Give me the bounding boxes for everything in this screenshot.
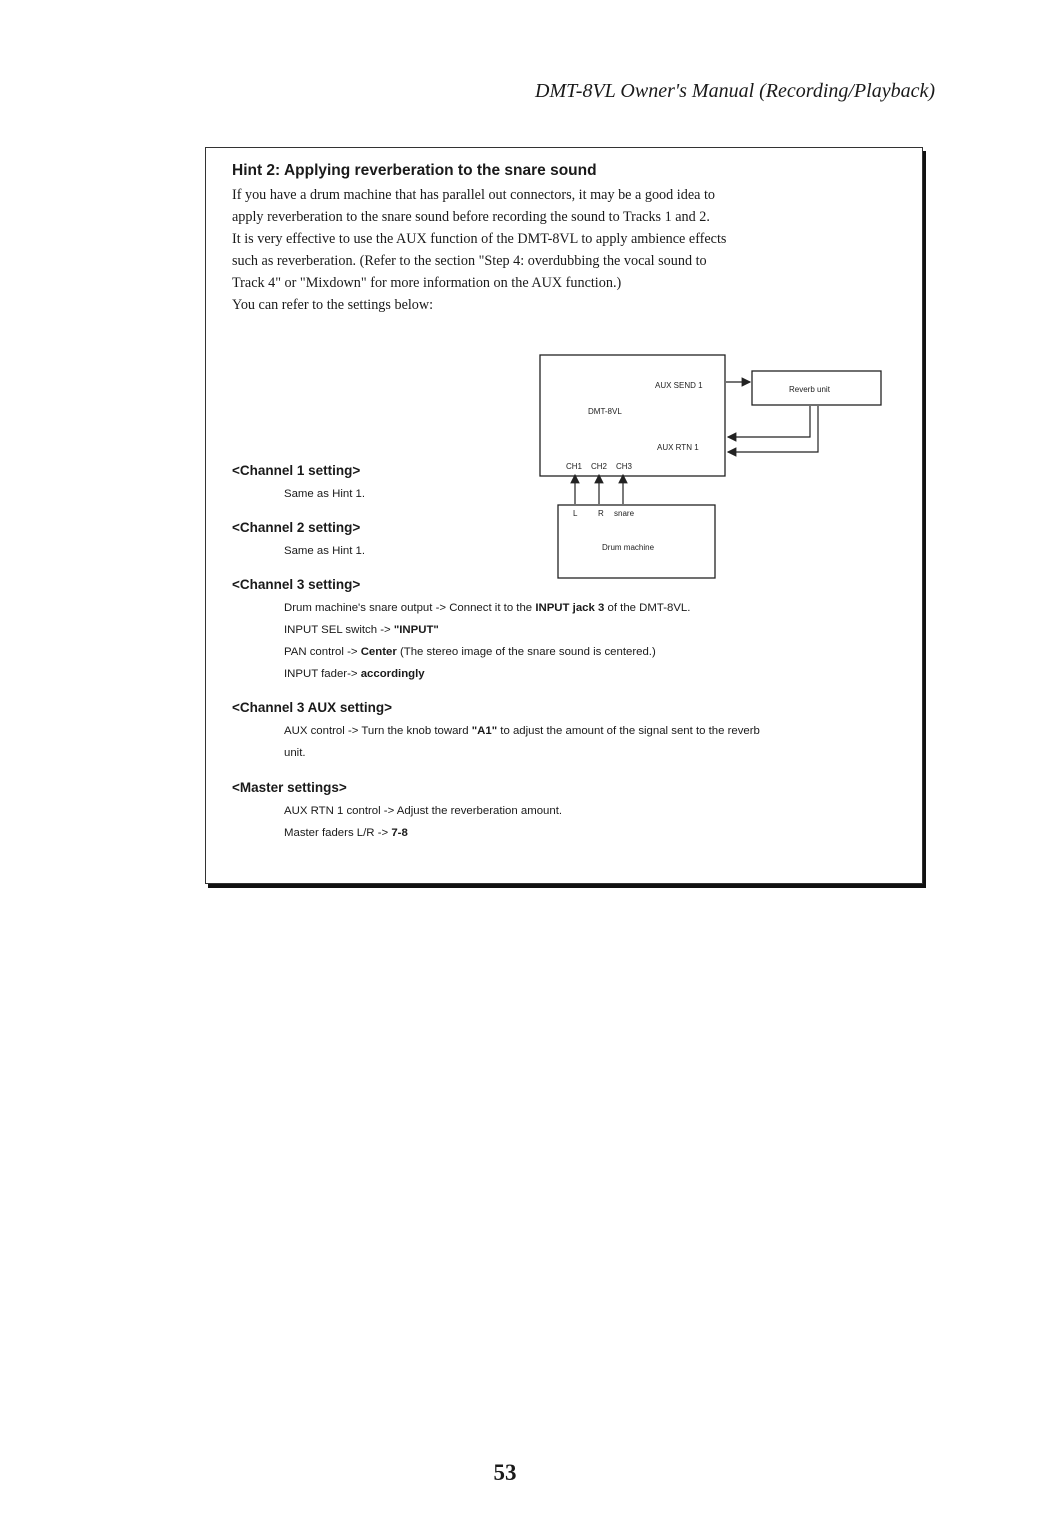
text-run: AUX control -> Turn the knob toward bbox=[284, 725, 472, 737]
aux-send-label: AUX SEND 1 bbox=[655, 381, 703, 390]
ch3-label: CH3 bbox=[616, 462, 633, 471]
ch1-line: Same as Hint 1. bbox=[284, 488, 366, 500]
text-run: INPUT fader-> bbox=[284, 668, 361, 680]
return-wire-r bbox=[728, 406, 818, 452]
ch3aux-line-2: unit. bbox=[284, 747, 306, 759]
aux-rtn-label: AUX RTN 1 bbox=[657, 443, 699, 452]
ch3-line-3 bbox=[284, 642, 894, 663]
ch2-label: CH2 bbox=[591, 462, 608, 471]
master-line-2 bbox=[284, 823, 894, 844]
text-run: (The stereo image of the snare sound is centered.) bbox=[396, 646, 656, 658]
reverb-label: Reverb unit bbox=[789, 385, 830, 394]
text-run-bold: "INPUT" bbox=[393, 624, 439, 636]
ch2-heading: <Channel 2 setting> bbox=[232, 520, 361, 535]
ch3-heading: <Channel 3 setting> bbox=[232, 577, 361, 592]
ch3aux-heading: <Channel 3 AUX setting> bbox=[232, 700, 393, 715]
ch1-heading: <Channel 1 setting> bbox=[232, 463, 361, 478]
body-line: You can refer to the settings below: bbox=[232, 297, 434, 313]
body-line: Track 4" or "Mixdown" for more information on the AUX function.) bbox=[232, 275, 622, 291]
text-run: Master faders L/R -> bbox=[284, 827, 392, 839]
drum-machine-label: Drum machine bbox=[602, 543, 655, 552]
body-line: If you have a drum machine that has parallel out connectors, it may be a good idea to bbox=[232, 187, 715, 203]
ch3-line-4 bbox=[284, 664, 894, 685]
ch2-line: Same as Hint 1. bbox=[284, 545, 366, 557]
ch3aux-line-1 bbox=[284, 721, 894, 742]
drum-out-snare: snare bbox=[614, 509, 635, 518]
body-line: such as reverberation. (Refer to the section "Step 4: overdubbing the vocal sound to bbox=[232, 253, 707, 269]
text-run-bold: Center bbox=[360, 646, 397, 658]
master-heading: <Master settings> bbox=[232, 780, 347, 795]
text-run: to adjust the amount of the signal sent to the reverb bbox=[497, 725, 760, 737]
ch3-line-1 bbox=[284, 598, 894, 619]
text-run-bold: accordingly bbox=[360, 668, 425, 680]
text-run-bold: 7-8 bbox=[391, 827, 408, 839]
text-run: INPUT SEL switch -> bbox=[284, 624, 394, 636]
body-line: It is very effective to use the AUX function of the DMT-8VL to apply ambience effects bbox=[232, 231, 727, 247]
mixer-label: DMT-8VL bbox=[588, 407, 622, 416]
page-number: 53 bbox=[493, 1460, 517, 1485]
hint-title: Hint 2: Applying reverberation to the snare sound bbox=[232, 162, 597, 179]
body-line: apply reverberation to the snare sound before recording the sound to Tracks 1 and 2. bbox=[232, 209, 710, 225]
drum-out-r: R bbox=[598, 509, 604, 518]
text-run: Drum machine's snare output -> Connect it to the bbox=[284, 602, 536, 614]
running-header: DMT-8VL Owner's Manual (Recording/Playback) bbox=[535, 80, 935, 102]
ch3-line-2 bbox=[284, 620, 894, 641]
text-run-bold: INPUT jack 3 bbox=[535, 602, 605, 614]
ch1-label: CH1 bbox=[566, 462, 583, 471]
drum-out-l: L bbox=[573, 509, 578, 518]
mixer-box bbox=[540, 355, 725, 476]
text-run: PAN control -> bbox=[284, 646, 361, 658]
text-run: of the DMT-8VL. bbox=[604, 602, 691, 614]
return-wire-l bbox=[728, 406, 810, 437]
master-line-1: AUX RTN 1 control -> Adjust the reverberation amount. bbox=[284, 805, 563, 817]
text-run-bold: "A1" bbox=[471, 725, 498, 737]
